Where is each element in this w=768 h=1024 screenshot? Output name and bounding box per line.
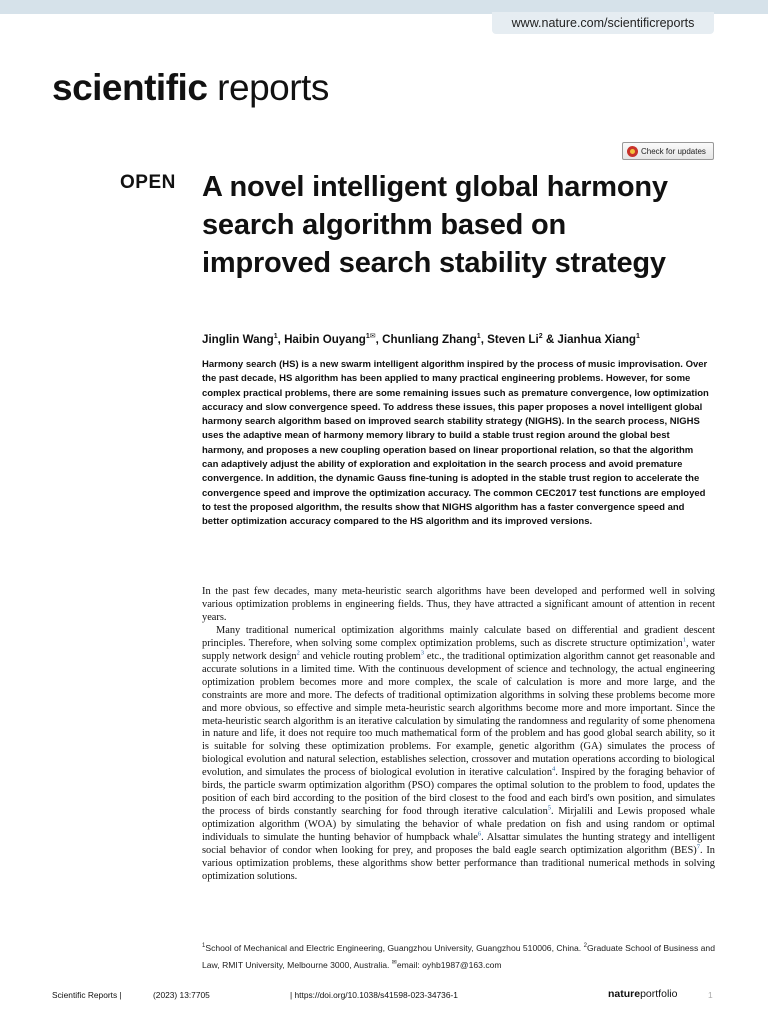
author-separator: , <box>480 332 488 346</box>
body-text: . In various optimization problems, these algorithms show better performance than traditional numerical methods in solving optimization solutions. <box>202 845 716 882</box>
article-title: A novel intelligent global harmony search algorithm based on improved search stability strategy <box>202 171 668 279</box>
citation-ref[interactable]: 7 <box>696 843 700 851</box>
author-name[interactable]: Jinglin Wang <box>202 332 274 346</box>
author-separator: , <box>277 332 285 346</box>
citation-ref[interactable]: 6 <box>477 830 482 838</box>
journal-logo[interactable] <box>52 66 329 110</box>
footer-volume: (2023) 13:7705 <box>153 990 210 1000</box>
affiliation-sup: 1 <box>202 943 206 949</box>
corresponding-mail-icon[interactable]: ✉ <box>369 333 376 340</box>
author-list <box>202 332 640 346</box>
author-name[interactable]: Haibin Ouyang <box>284 332 366 346</box>
affiliation-sup: 2 <box>583 943 587 949</box>
body-paragraph <box>202 625 715 884</box>
body-text: , water supply network design <box>202 637 715 662</box>
article-body <box>202 586 715 884</box>
body-paragraph: In the past few decades, many meta-heuristic search algorithms have been developed and performed well in solving various optimization problems in engineering fields. Thus, they have attracted a significant amount of attention in recent years. <box>202 586 715 623</box>
journal-logo-light: reports <box>207 67 329 108</box>
footer-doi-link[interactable]: | https://doi.org/10.1038/s41598-023-34736-1 <box>290 990 458 1000</box>
corresponding-email[interactable]: email: oyhb1987@163.com <box>396 959 502 970</box>
citation-ref[interactable]: 1 <box>682 636 686 644</box>
citation-ref[interactable]: 2 <box>296 649 300 657</box>
author-name[interactable]: Jianhua Xiang <box>557 332 637 346</box>
author-separator: , <box>375 332 383 346</box>
brand-light: portfolio <box>640 988 678 1000</box>
citation-ref[interactable]: 3 <box>420 649 425 657</box>
affiliations <box>202 939 715 973</box>
affiliation-text: Graduate School of Business and Law, RMIT University, Melbourne 3000, Australia. <box>202 942 715 970</box>
journal-logo-bold: scientific <box>52 67 208 108</box>
body-text: etc., the traditional optimization algorithm cannot get reasonable and accurate solutions in a limited time. With the continuous development of science and technology, the actual engineering optimization problem becomes more and more complex, the scale of calculation is more and more large, and the constraints are more and more. The defects of traditional optimization algorithms in solving these problems become more and more obvious, so effective and simple meta-heuristic search algorithms become more and more important. Since the meta-heuristic search algorithm is an iterative calculation by simulating the randomness and regularity of some phenomena in nature and life, it does not require too much mathematical form of the problem and has good global search ability, so it is suitable for solving these optimization problems. For example, genetic algorithm (GA) simulates the process of biological evolution and natural selection, establishes selection, crossover and mutation operations according to biological evolution, and simulates the process of biological evolution in iterative calculation <box>202 650 715 779</box>
author-affiliation-sup: 1 <box>476 333 481 340</box>
body-text: . Mirjalili and Lewis proposed whale optimization algorithm (WOA) by simulating the behavior of whale predation on fish and using random or optimal individuals to simulate the hunting behavior of humpback whale <box>202 806 715 844</box>
body-text: . Inspired by the foraging behavior of birds, the particle swarm optimization algorithm (PSO) compares the optimal solution to the problem to food, updates the position of each bird according to the position of the bird closest to the food and each bird's own position, and simulates the process of birds constantly searching for food through iterative calculation <box>202 767 715 818</box>
check-for-updates-button[interactable] <box>622 142 714 160</box>
check-for-updates-label: Check for updates <box>641 146 706 156</box>
author-affiliation-sup: 1 <box>636 333 640 340</box>
mail-icon: ✉ <box>391 959 397 966</box>
body-text: Many traditional numerical optimization algorithms mainly calculate based on differential and gradient descent principles. Therefore, when solving some complex optimization problems, such as discrete structure optimization <box>202 624 715 649</box>
author-affiliation-sup: 1 <box>273 333 278 340</box>
nature-portfolio-logo[interactable] <box>608 988 677 1000</box>
brand-bold: nature <box>608 988 641 1000</box>
author-name[interactable]: Steven Li <box>487 332 539 346</box>
body-text: and vehicle routing problem <box>299 650 421 662</box>
page-number: 1 <box>708 990 713 1000</box>
author-separator: & <box>542 332 558 346</box>
footer-journal: Scientific Reports | <box>52 990 122 1000</box>
author-name[interactable]: Chunliang Zhang <box>382 332 477 346</box>
citation-ref[interactable]: 5 <box>547 804 552 812</box>
author-affiliation-sup: 1 <box>365 333 370 340</box>
open-access-label: OPEN <box>120 172 176 193</box>
citation-ref[interactable]: 4 <box>552 765 556 773</box>
journal-url[interactable]: www.nature.com/scientificreports <box>492 12 714 34</box>
author-affiliation-sup: 2 <box>538 333 543 340</box>
body-text: . Alsattar simulates the hunting strategy and intelligent social behavior of condor when looking for prey, and proposes the bald eagle search optimization algorithm (BES) <box>202 832 715 857</box>
crossmark-icon <box>627 146 638 157</box>
affiliation-text: School of Mechanical and Electric Engineering, Guangzhou University, Guangzhou 510006, China. <box>205 942 584 953</box>
abstract: Harmony search (HS) is a new swarm intelligent algorithm inspired by the process of music improvisation. Over the past decade, HS algorithm has been applied to many practical engineering problems. However, for some complex practical problems, there are some remaining issues such as premature convergence, low optimization accuracy and slow convergence speed. To address these issues, this paper proposes a novel intelligent global harmony search algorithm based on improved search stability strategy (NIGHS). In the search process, NIGHS uses the adaptive mean of harmony memory library to build a stable trust region around the global best harmony, and proposes a new coupling operation based on linear proportional relation, so that the algorithm can adaptively adjust the ability of exploration and exploitation in the search process and avoid premature convergence. In addition, the dynamic Gauss fine-tuning is adopted in the stable trust region to accelerate the convergence speed and improve the optimization accuracy. The common CEC2017 test functions are employed to test the proposed algorithm, the results show that NIGHS algorithm has a faster convergence speed and better optimization accuracy compared to the HS algorithm and its improved versions. <box>202 359 709 528</box>
